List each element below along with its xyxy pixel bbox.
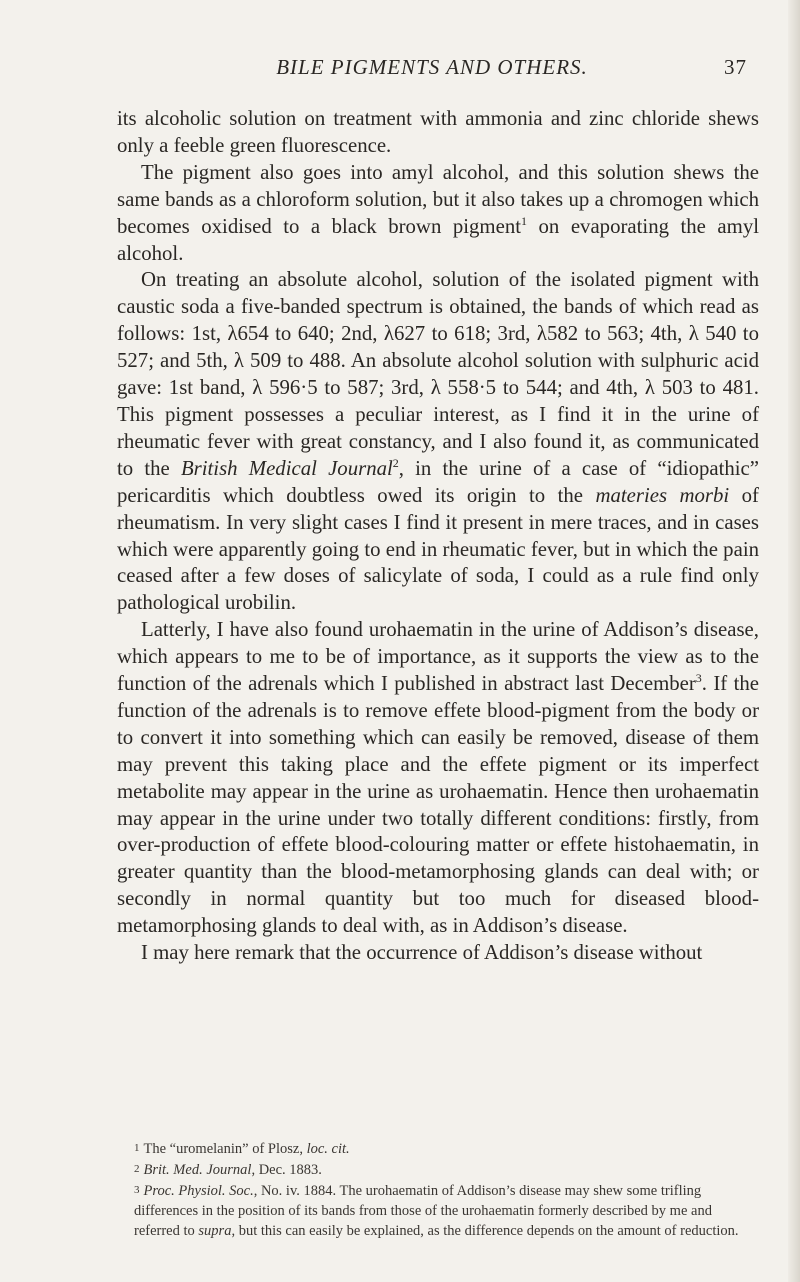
text-run: On treating an absolute alcohol, solution of the isolated pigment with caustic soda a five-banded spectrum is obtained, the bands of which read as follows: 1st, λ654 to 640; 2nd, λ627 to 618; 3rd, λ582 to 563; 4th, λ 540 to 527; and 5th, λ 509 to 488. An absolute alcohol solution with sulphuric acid gave: 1st band, λ 596·5 to 587; 3rd, λ 558·5 to 544; and 4th, λ 503 to 481. This pigment possesses a peculiar interest, as I find it in the urine of rheumatic fever with great constancy, and I also found it, as communicated to the (117, 268, 759, 480)
text-run: The “uromelanin” of Plosz, (143, 1141, 307, 1157)
footnote-mark: 3 (134, 1184, 140, 1196)
footnotes (117, 1138, 759, 1241)
text-run: . If the function of the adrenals is to remove effete blood-pigment from the body or to convert it into something which can easily be removed, disease of them may prevent this taking place and the effete pigment or its imperfect metabolite may appear in the urine as urohaematin. Hence then urohaematin may appear in the urine under two totally different conditions: firstly, from over-production of effete blood-colouring matter or effete histohaematin, in greater quantity than the blood-metamorphosing glands can deal with; or secondly in normal quantity but too much for diseased blood-metamorphosing glands to deal with, as in Addison’s disease. (117, 672, 759, 938)
text-run: , Dec. 1883. (251, 1162, 322, 1178)
text-run: I may here remark that the occurrence of Addison’s disease without (141, 941, 703, 965)
text-run: its alcoholic solution on treatment with ammonia and zinc chloride shews only a feeble green fluorescence. (117, 107, 759, 157)
footnote (117, 1159, 759, 1180)
text-run: , No. iv. 1884. The urohaematin of Addison’s disease may shew some trifling differences in the position of its bands from those of the urohaematin formerly described by me and referred to (134, 1183, 712, 1239)
text-run: The pigment also goes into amyl alcohol, and this solution shews the same bands as a chloroform solution, but it also takes up a chromogen which becomes oxidised to a black brown pigment (117, 160, 759, 238)
italic-text: Proc. Physiol. Soc. (143, 1183, 254, 1199)
footnote-mark: 2 (134, 1163, 140, 1175)
text-run: , in the urine of a case of “idiopathic” pericarditis which doubtless owed its origin to the (117, 456, 760, 507)
body-text (117, 106, 759, 967)
paragraph (117, 940, 759, 967)
footnote-reference: 3 (695, 671, 702, 686)
text-run: of rheumatism. In very slight cases I find it present in mere traces, and in cases which were apparently going to end in rheumatic fever, but in which the pain ceased after a few doses of salicylate of soda, I could as a rule find only pathological urobilin. (117, 483, 759, 615)
italic-text: supra (198, 1223, 232, 1239)
italic-text: Brit. Med. Journal (143, 1162, 252, 1178)
text-run: Latterly, I have also found urohaematin in the urine of Addison’s disease, which appears to me to be of importance, as it supports the view as to the function of the adrenals which I published in abstract last December (117, 618, 759, 696)
paragraph (117, 267, 759, 617)
italic-text: materies morbi (595, 483, 730, 507)
paragraph (117, 617, 759, 940)
page-edge (788, 0, 800, 1282)
footnote (117, 1180, 759, 1241)
paragraph (117, 160, 759, 268)
footnote-mark: 1 (134, 1142, 140, 1154)
italic-text: British Medical Journal (180, 456, 393, 480)
footnote-reference: 2 (392, 455, 399, 470)
footnote-reference: 1 (521, 213, 528, 228)
italic-text: loc. cit. (306, 1141, 350, 1157)
running-header (117, 55, 747, 85)
paragraph (117, 106, 759, 160)
text-run: on evaporating the amyl alcohol. (117, 214, 759, 265)
running-title: BILE PIGMENTS AND OTHERS. (276, 55, 588, 79)
text-run: , but this can easily be explained, as the difference depends on the amount of reduction. (231, 1223, 739, 1239)
footnote (117, 1138, 759, 1159)
page-number: 37 (724, 55, 747, 79)
